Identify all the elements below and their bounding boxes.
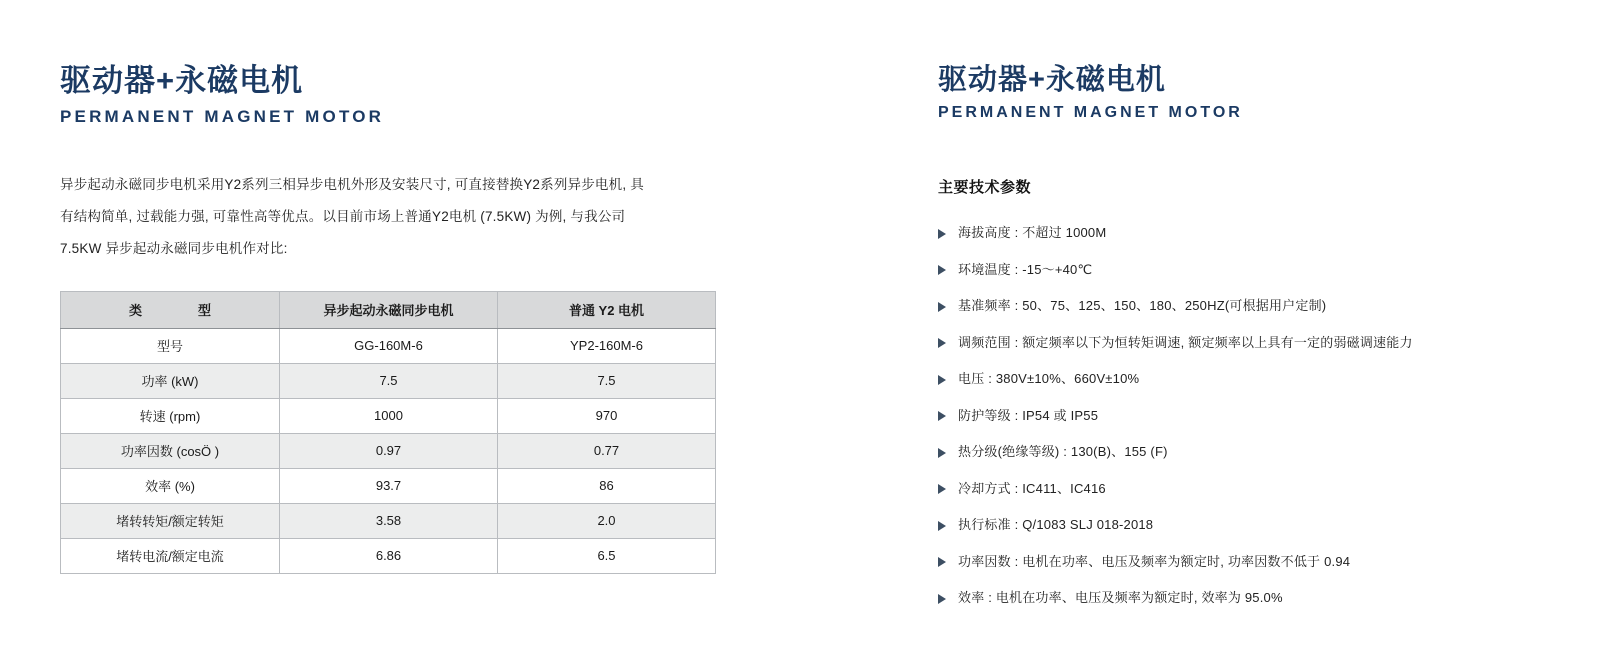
intro-paragraph: 异步起动永磁同步电机采用Y2系列三相异步电机外形及安装尺寸, 可直接替换Y2系列异步电机, 具有结构简单, 过载能力强, 可靠性高等优点。以目前市场上普通Y2电机 (7.5KW) 为例, 与我公司7.5KW 异步起动永磁同步电机作对比: — [60, 176, 644, 256]
list-item — [938, 434, 1558, 471]
list-item — [938, 398, 1558, 435]
table-cell-pm: 1000 — [280, 398, 498, 433]
table-row — [61, 503, 716, 538]
triangle-right-icon — [938, 229, 946, 239]
list-item-label: 热分级(绝缘等级) : 130(B)、155 (F) — [958, 444, 1168, 460]
list-item — [938, 288, 1558, 325]
table-cell-pm: 3.58 — [280, 503, 498, 538]
table-cell-y2: 6.5 — [498, 538, 716, 573]
table-cell-y2: 7.5 — [498, 363, 716, 398]
table-row — [61, 433, 716, 468]
list-item-label: 冷却方式 : IC411、IC416 — [958, 480, 1106, 496]
list-item-label: 海拔高度 : 不超过 1000M — [958, 225, 1107, 241]
table-cell-label: 功率因数 (cosÖ ) — [61, 433, 280, 468]
table-cell-label: 堵转电流/额定电流 — [61, 538, 280, 573]
table-cell-pm: 7.5 — [280, 363, 498, 398]
triangle-right-icon — [938, 521, 946, 531]
left-title-en: PERMANENT MAGNET MOTOR — [60, 106, 385, 126]
table-cell-y2: 2.0 — [498, 503, 716, 538]
table-row — [61, 363, 716, 398]
list-item-label: 执行标准 : Q/1083 SLJ 018-2018 — [958, 517, 1154, 533]
triangle-right-icon — [938, 265, 946, 275]
params-section-title: 主要技术参数 — [938, 179, 1032, 197]
triangle-right-icon — [938, 484, 946, 494]
triangle-right-icon — [938, 411, 946, 421]
left-column — [60, 62, 760, 574]
left-title-cn: 驱动器+永磁电机 — [60, 63, 304, 98]
table-header-y2-motor: 普通 Y2 电机 — [498, 291, 716, 328]
table-cell-y2: 0.77 — [498, 433, 716, 468]
list-item — [938, 252, 1558, 289]
right-title-en: PERMANENT MAGNET MOTOR — [938, 104, 1243, 122]
list-item — [938, 471, 1558, 508]
list-item-label: 功率因数 : 电机在功率、电压及频率为额定时, 功率因数不低于 0.94 — [958, 553, 1351, 569]
triangle-right-icon — [938, 557, 946, 567]
list-item — [938, 544, 1558, 581]
table-cell-pm: 93.7 — [280, 468, 498, 503]
list-item — [938, 325, 1558, 362]
table-cell-pm: 0.97 — [280, 433, 498, 468]
table-cell-label: 型号 — [61, 328, 280, 363]
table-row — [61, 398, 716, 433]
triangle-right-icon — [938, 448, 946, 458]
list-item — [938, 580, 1558, 617]
table-cell-y2: 86 — [498, 468, 716, 503]
list-item-label: 环境温度 : -15〜+40℃ — [958, 261, 1093, 277]
table-cell-label: 功率 (kW) — [61, 363, 280, 398]
table-header-row — [61, 291, 716, 328]
params-list — [938, 215, 1558, 617]
table-row — [61, 328, 716, 363]
list-item — [938, 507, 1558, 544]
table-row — [61, 538, 716, 573]
triangle-right-icon — [938, 302, 946, 312]
triangle-right-icon — [938, 594, 946, 604]
table-cell-y2: YP2-160M-6 — [498, 328, 716, 363]
list-item-label: 调频范围 : 额定频率以下为恒转矩调速, 额定频率以上具有一定的弱磁调速能力 — [958, 334, 1413, 350]
list-item-label: 电压 : 380V±10%、660V±10% — [958, 371, 1140, 387]
triangle-right-icon — [938, 338, 946, 348]
table-header-pm-motor: 异步起动永磁同步电机 — [280, 291, 498, 328]
right-title-cn: 驱动器+永磁电机 — [938, 64, 1166, 96]
table-cell-label: 转速 (rpm) — [61, 398, 280, 433]
right-column — [938, 62, 1558, 617]
triangle-right-icon — [938, 375, 946, 385]
table-cell-label: 效率 (%) — [61, 468, 280, 503]
list-item — [938, 361, 1558, 398]
table-cell-label: 堵转转矩/额定转矩 — [61, 503, 280, 538]
table-row — [61, 468, 716, 503]
table-cell-pm: GG-160M-6 — [280, 328, 498, 363]
list-item — [938, 215, 1558, 252]
table-cell-pm: 6.86 — [280, 538, 498, 573]
table-cell-y2: 970 — [498, 398, 716, 433]
list-item-label: 效率 : 电机在功率、电压及频率为额定时, 效率为 95.0% — [958, 590, 1283, 606]
table-header-type: 类 型 — [61, 291, 280, 328]
list-item-label: 防护等级 : IP54 或 IP55 — [958, 407, 1099, 423]
list-item-label: 基准频率 : 50、75、125、150、180、250HZ(可根据用户定制) — [958, 298, 1327, 314]
comparison-table — [60, 291, 716, 574]
